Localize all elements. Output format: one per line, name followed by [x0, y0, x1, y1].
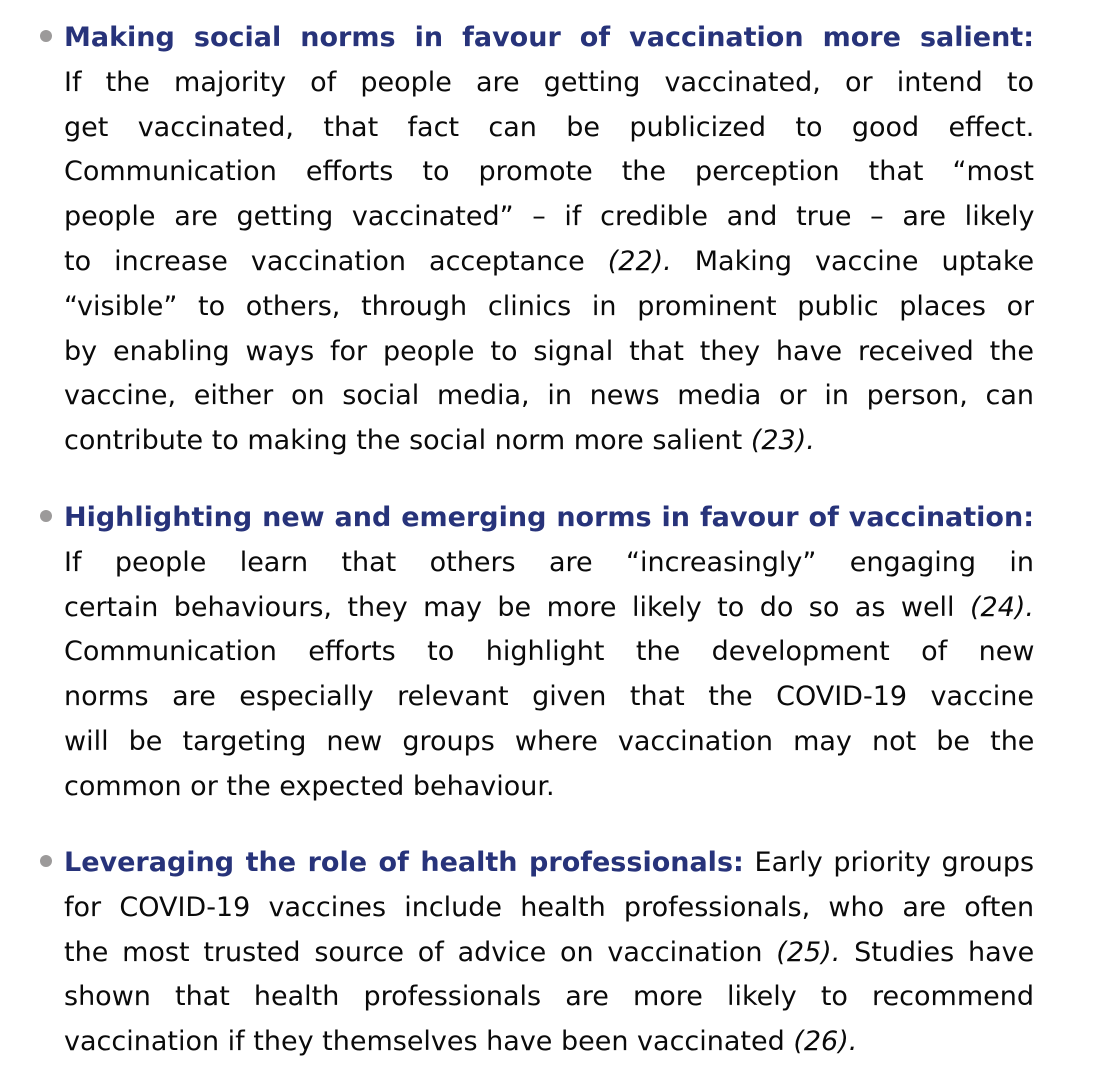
body-text: Communication efforts to highlight the development of new	[64, 636, 1034, 668]
body-text: “visible” to others, through clinics in prominent public places or	[64, 290, 1034, 322]
text-line	[64, 841, 1034, 886]
bullet-icon	[40, 510, 52, 522]
text-line	[64, 240, 1034, 285]
text-line	[64, 765, 1034, 810]
text-line	[64, 586, 1034, 631]
text-line	[64, 675, 1034, 720]
text-line	[64, 330, 1034, 375]
bullet-paragraph	[64, 16, 1034, 464]
citation: (23).	[750, 425, 815, 457]
body-text: vaccination if they themselves have been vaccinated	[64, 1026, 794, 1058]
body-text: get vaccinated, that fact can be publicized to good effect.	[64, 111, 1034, 143]
body-text: by enabling ways for people to signal that they have received the	[64, 335, 1034, 367]
text-line	[64, 496, 1034, 541]
body-text: Early priority groups	[743, 847, 1034, 878]
bullet-item-social-norms-salient	[64, 16, 1034, 464]
body-text: vaccine, either on social media, in news media or in person, can	[64, 380, 1034, 412]
text-line	[64, 541, 1034, 586]
body-text: norms are especially relevant given that the COVID-19 vaccine	[64, 681, 1034, 713]
body-text: contribute to making the social norm more salient	[64, 425, 751, 457]
bullet-item-emerging-norms	[64, 496, 1034, 810]
text-line	[64, 975, 1034, 1020]
bullet-heading: Leveraging the role of health professionals:	[64, 847, 744, 878]
body-text: Studies have	[840, 936, 1034, 968]
body-text: If people learn that others are “increasingly” engaging in	[64, 546, 1034, 578]
body-text: If the majority of people are getting vaccinated, or intend to	[64, 66, 1034, 98]
body-text: shown that health professionals are more likely to recommend	[64, 981, 1034, 1013]
text-line	[64, 720, 1034, 765]
body-text: Communication efforts to promote the perception that “most	[64, 156, 1034, 188]
bullet-icon	[40, 30, 52, 42]
text-line	[64, 374, 1034, 419]
text-line	[64, 285, 1034, 330]
bullet-heading: Making social norms in favour of vaccination more salient:	[64, 22, 1034, 53]
citation: (24).	[969, 591, 1034, 623]
body-text: common or the expected behaviour.	[64, 770, 555, 802]
text-line	[64, 61, 1034, 106]
text-line	[64, 1020, 1034, 1065]
text-line	[64, 16, 1034, 61]
citation: (22).	[607, 245, 672, 277]
text-line	[64, 106, 1034, 151]
body-text: for COVID-19 vaccines include health professionals, who are often	[64, 891, 1034, 923]
text-line	[64, 195, 1034, 240]
bullet-icon	[40, 855, 52, 867]
body-text: Making vaccine uptake	[671, 245, 1034, 277]
body-text: people are getting vaccinated” – if credible and true – are likely	[64, 201, 1034, 233]
bullet-paragraph	[64, 496, 1034, 810]
bullet-item-health-professionals	[64, 841, 1034, 1065]
text-line	[64, 886, 1034, 931]
body-text: will be targeting new groups where vaccination may not be the	[64, 725, 1034, 757]
citation: (26).	[793, 1026, 858, 1058]
body-text: certain behaviours, they may be more likely to do so as well	[64, 591, 970, 623]
body-text: to increase vaccination acceptance	[64, 245, 608, 277]
text-line	[64, 419, 1034, 464]
citation: (25).	[776, 936, 841, 968]
bullet-heading: Highlighting new and emerging norms in favour of vaccination:	[64, 502, 1034, 533]
body-text: the most trusted source of advice on vaccination	[64, 936, 777, 968]
bullet-paragraph	[64, 841, 1034, 1065]
text-line	[64, 150, 1034, 195]
text-line	[64, 931, 1034, 976]
text-line	[64, 630, 1034, 675]
